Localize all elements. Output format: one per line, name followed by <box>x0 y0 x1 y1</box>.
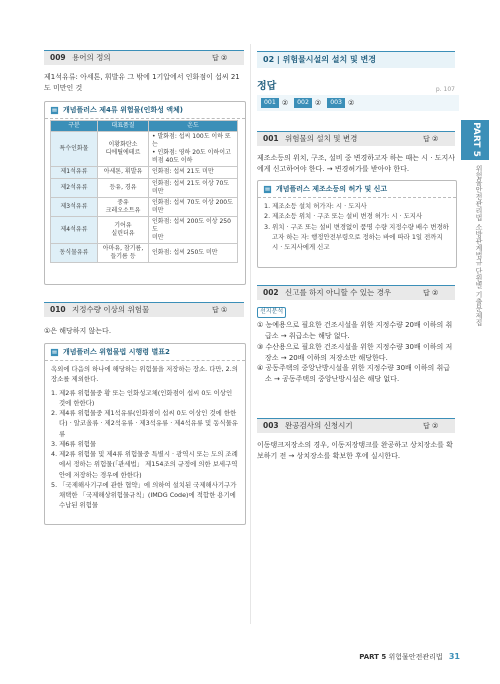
question-number: 001 <box>263 133 279 143</box>
option-analysis-list <box>257 320 455 385</box>
question-answer: 답 ② <box>423 421 439 430</box>
list-item: 5. 「국제해사기구에 관한 협약」에 의하여 설치된 국제해사기구가 채택한 「국제해상위험물규칙」(IMDG Code)에 적합한 용기에 수납된 위험물 <box>51 480 237 510</box>
answer-number: 002 <box>294 98 312 109</box>
question-number: 002 <box>263 287 279 297</box>
concept-box-intro: 옥외에 다음의 하나에 해당하는 위험물을 저장하는 장소. 다만, 2.의 장소를 제외한다. <box>51 365 238 384</box>
table-row <box>51 178 238 197</box>
document-icon <box>50 106 59 115</box>
question-number: 009 <box>50 52 66 62</box>
question-003-header <box>257 418 455 433</box>
question-answer: 답 ② <box>423 288 439 297</box>
list-item: 1. 제2류 위험물중 황 또는 인화성고체(인화점이 섭씨 0도 이상인 것에 한한다) <box>51 388 233 407</box>
hazard-class-table <box>50 120 238 263</box>
table-cell: 중유 크레오소트유 <box>98 197 149 216</box>
table-row <box>51 216 238 243</box>
document-icon <box>50 348 59 357</box>
question-answer: 답 ② <box>212 53 228 62</box>
question-009-header <box>44 50 244 65</box>
answer-number: 001 <box>261 98 279 109</box>
answer-value: ② <box>348 98 355 107</box>
table-header: 대표품질 <box>98 121 149 132</box>
table-cell: 특수인화물 <box>51 132 98 167</box>
option-item: ③ 수산용으로 필요한 건조시설을 위한 지정수량 30배 이하의 저장소 → 20배 이하의 저장소만 해당한다. <box>257 342 453 362</box>
table-cell: 기어유 실린더유 <box>98 216 149 243</box>
concept-box-title: 개념플러스 제4류 위험물(인화성 액체) <box>45 102 245 119</box>
table-cell: 동식물유류 <box>51 244 98 263</box>
question-002-header <box>257 285 455 300</box>
option-analysis-tag: 선지분석 <box>257 306 286 318</box>
table-row <box>51 244 238 263</box>
table-cell: 제2석유류 <box>51 178 98 197</box>
answer-value: ② <box>281 98 289 107</box>
option-item: ④ 공동주택의 중앙난방시설을 위한 지정수량 30배 이하의 취급소 → 공동주택의 중앙난방시설은 해당 없다. <box>257 364 451 384</box>
list-item: 2. 제조소등 위치 · 구조 또는 설비 변경 허가: 시 · 도지사 <box>264 212 423 221</box>
table-cell: 제3석유류 <box>51 197 98 216</box>
explanation-001: 제조소등의 위치, 구조, 설비 중 변경하고자 하는 때는 시 · 도지사에게 신고하여야 한다. → 변경허가를 받아야 한다. <box>257 154 455 173</box>
answer-item <box>327 98 354 109</box>
part-tab: PART 5 <box>461 120 489 160</box>
list-item: 1. 제조소등 설치 허가자: 시 · 도지사 <box>264 202 367 211</box>
footer-part: PART 5 <box>359 653 387 661</box>
table-header: 구분 <box>51 121 98 132</box>
table-cell: 인화점: 섭씨 21도 이상 70도 미만 <box>149 178 238 197</box>
question-title: 위험물의 설치 및 변경 <box>285 133 358 143</box>
section-header: 02 | 위험물시설의 설치 및 변경 <box>257 51 455 68</box>
table-cell: 인화점: 섭씨 250도 미만 <box>149 244 238 263</box>
list-item: 3. 위치 · 구조 또는 설비 변경없이 품명 수량 지정수량 배수 변경하고자 하는 자: 행정안전부령으로 정하는 바에 따라 1일 전까지 시 · 도지사에게 신고 <box>264 222 449 252</box>
table-row <box>51 167 238 178</box>
question-title: 용어의 정의 <box>72 52 111 62</box>
concept-box-title: 개념플러스 제조소등의 허가 및 신고 <box>258 181 456 198</box>
page-number: 31 <box>448 652 460 661</box>
footer-title: 위험물안전관리법 <box>388 653 443 661</box>
table-cell: 아세톤, 휘발유 <box>98 167 149 178</box>
answer-key <box>257 95 459 111</box>
table-header: 온도 <box>149 121 238 132</box>
table-cell: 아마유, 참기름, 들기름 등 <box>98 244 149 263</box>
answer-number: 003 <box>327 98 345 109</box>
concept-box-2 <box>44 343 246 525</box>
table-cell: 등유, 경유 <box>98 178 149 197</box>
explanation-010: ①은 해당하지 않는다. <box>44 327 112 335</box>
explanation-009: 제1석유류: 아세톤, 휘발유 그 밖에 1기압에서 인화점이 섭씨 21도 미만인 것 <box>44 73 240 92</box>
question-001-header <box>257 131 455 146</box>
table-cell: 인화점: 섭씨 21도 미만 <box>149 167 238 178</box>
list-item: 2. 제4류 위험물중 제1석유류(인화점이 섭씨 0도 이상인 것에 한한다) · 알코올류 · 제2석유류 · 제3석유류 · 제4석유류 및 동식물유류 <box>51 409 238 438</box>
table-cell: 제4석유류 <box>51 216 98 243</box>
table-cell: 인화점: 섭씨 200도 이상 250도 미만 <box>149 216 238 243</box>
question-010-header <box>44 302 244 317</box>
page-footer <box>359 651 460 663</box>
question-title: 완공검사의 신청시기 <box>285 420 353 430</box>
list-item: 4. 제2류 위험물 및 제4류 위험물중 특별시 · 광역시 또는 도의 조례에서 정하는 위험물(「관세법」 제154조의 규정에 의한 보세구역 안에 저장하는 경우에 한한다) <box>51 450 238 479</box>
question-number: 010 <box>50 304 66 314</box>
concept-box-title: 개념플러스 위험물법 시행령 별표2 <box>45 344 245 361</box>
concept-list <box>258 198 456 255</box>
concept-box-3 <box>257 180 457 268</box>
question-answer: 답 ① <box>212 305 228 314</box>
question-number: 003 <box>263 420 279 430</box>
table-cell: 인화점: 섭씨 70도 이상 200도 미만 <box>149 197 238 216</box>
answer-label: 정답 p. 107 <box>257 81 455 93</box>
list-item: 3. 제6류 위험물 <box>51 439 97 448</box>
table-cell: 이황화탄소 디에틸에테르 <box>98 132 149 167</box>
table-cell: 제1석유류 <box>51 167 98 178</box>
answer-value: ② <box>314 98 322 107</box>
column-divider <box>250 44 251 624</box>
side-chapter-text: 위험물안전관리법 소방관계법규 단원별 기출문제집 <box>475 165 483 326</box>
question-title: 지정수량 이상의 위험물 <box>72 304 150 314</box>
concept-list <box>45 385 245 514</box>
answer-item <box>294 98 321 109</box>
table-row <box>51 197 238 216</box>
table-cell: • 발화점: 섭씨 100도 이하 또는 • 인화점: 영하 20도 이하이고 비점 40도 이하 <box>149 132 238 167</box>
explanation-003: 이동탱크저장소의 경우, 이동저장탱크를 완공하고 상치장소를 확보하기 전 → 상치장소를 확보한 후에 실시한다. <box>257 441 453 460</box>
option-item: ① 농예용으로 필요한 건조시설을 위한 지정수량 20배 이하의 취급소 → 취급소는 해당 없다. <box>257 321 453 340</box>
answer-item <box>261 98 288 109</box>
question-title: 신고를 하지 아니할 수 있는 경우 <box>285 287 392 297</box>
document-icon <box>263 185 272 194</box>
table-row <box>51 132 238 167</box>
question-answer: 답 ② <box>423 134 439 143</box>
